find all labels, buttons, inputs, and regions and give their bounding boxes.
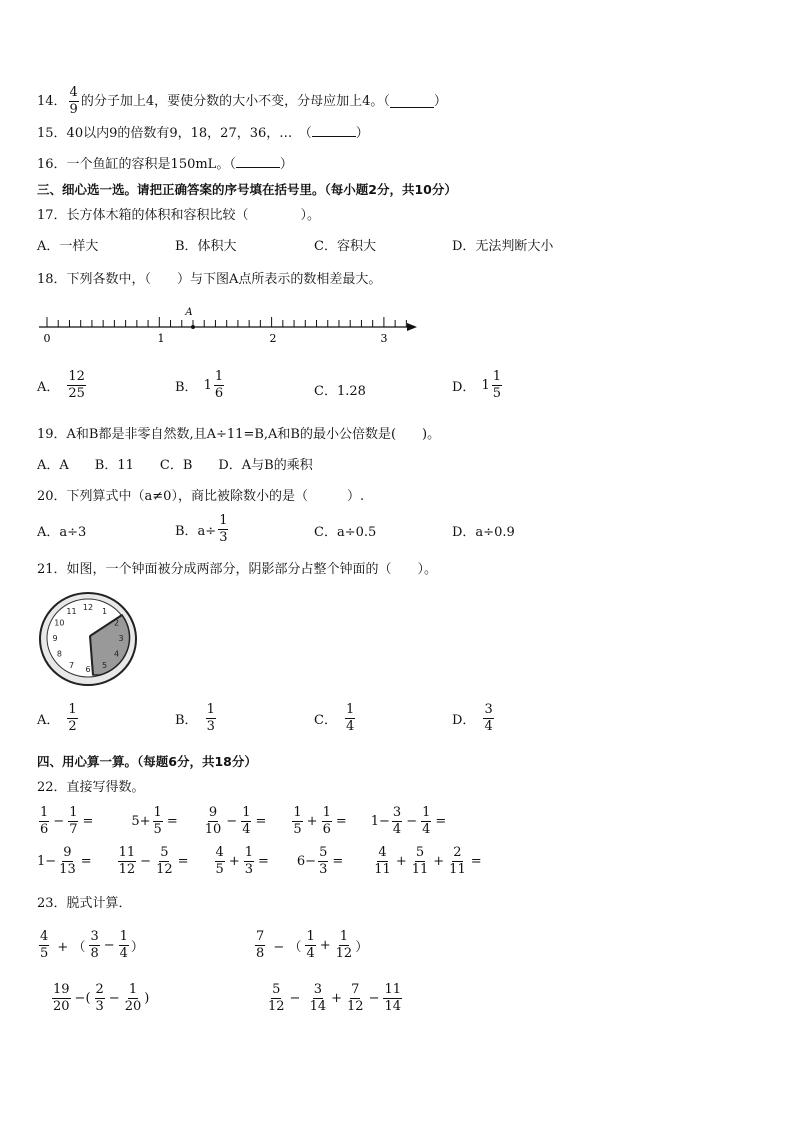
- q23-expr-1: $\frac{4}{5}$ + （ $\frac{3}{8}$ − $\frac{1}{4}$ ）: [40, 929, 144, 961]
- fraction: $\frac{1}{6}$: [40, 805, 49, 837]
- question-18: 18．下列各数中，（ ）与下图A点所表示的数相差最大。: [37, 272, 382, 287]
- clock-number: 5: [101, 660, 108, 670]
- q18-option-b[interactable]: B． 1 $\frac{1}{6}$: [175, 369, 224, 401]
- clock-number: 9: [52, 634, 58, 643]
- q23-expr-2: $\frac{7}{8}$ − （ $\frac{1}{4}$ + $\frac{1}{12}$ ）: [256, 929, 369, 961]
- clock-number: 4: [114, 649, 120, 659]
- q14-number: 14．: [37, 93, 67, 109]
- question-16: 16．一个鱼缸的容积是150mL。（ ）: [37, 157, 293, 172]
- clock-number: 3: [118, 634, 124, 643]
- q20-option-d[interactable]: D．a÷0.9: [452, 525, 515, 540]
- point-a-label: A: [185, 307, 193, 318]
- q17-option-c[interactable]: C．容积大: [314, 239, 376, 254]
- q17-option-b[interactable]: B．体积大: [175, 239, 237, 254]
- q22-row-2: 1− $\frac{9}{13}$ = $\frac{11}{12}$ − $\frac{5}{12}$ = $\frac{4}{5}$ + $\frac{1}{3}$ = 6− $\frac{5}{3}$ = $\frac{4}{11}$ + $\frac{5}{11}$ + $\frac{2}{11}$ =: [37, 845, 482, 877]
- question-14: 14． $\frac{4}{9}$ 的分子加上4，要使分数的大小不变，分母应加上4。（ ）: [37, 85, 447, 117]
- question-21: 21．如图，一个钟面被分成两部分，阴影部分占整个钟面的（ ）。: [37, 562, 438, 577]
- axis-label-0: 0: [43, 332, 51, 343]
- clock-number: 11: [66, 607, 77, 617]
- q20-option-c[interactable]: C．a÷0.5: [314, 525, 377, 540]
- q18-option-a[interactable]: A． $\frac{12}{25}$: [37, 369, 85, 401]
- clock-number: 1: [101, 607, 108, 617]
- q23-expr-3: $\frac{19}{20}$ −( $\frac{2}{3}$ − $\frac{1}{20}$ ): [53, 982, 150, 1014]
- q19-options[interactable]: A．A B．11 C．B D．A与B的乘积: [37, 458, 313, 473]
- question-17: 17．长方体木箱的体积和容积比较（ ）。: [37, 208, 321, 223]
- number-line: [35, 303, 435, 343]
- axis-label-2: 2: [269, 332, 277, 343]
- answer-blank[interactable]: [236, 155, 280, 168]
- q18-option-c[interactable]: C．1.28: [314, 384, 366, 399]
- clock-face-image: [38, 588, 148, 688]
- clock-number: 6: [85, 665, 91, 674]
- section-3-heading: 三、细心选一选。请把正确答案的序号填在括号里。（每小题2分，共10分）: [37, 182, 457, 197]
- question-15: 15．40以内9的倍数有9，18，27，36，… （ ）: [37, 126, 369, 141]
- q20-option-b[interactable]: B．a÷ $\frac{1}{3}$: [175, 513, 228, 545]
- q17-option-d[interactable]: D．无法判断大小: [452, 239, 554, 254]
- q16-text: 16．一个鱼缸的容积是150mL。（: [37, 157, 236, 172]
- q21-option-c[interactable]: C． $\frac{1}{4}$: [314, 702, 355, 734]
- question-23: 23．脱式计算．: [37, 896, 132, 911]
- q18-option-d[interactable]: D． 1 $\frac{1}{5}$: [452, 369, 501, 401]
- q15-text: 15．40以内9的倍数有9，18，27，36，… （: [37, 126, 312, 141]
- section-4-heading: 四、用心算一算。（每题6分，共18分）: [37, 754, 257, 769]
- q22-row-1: $\frac{1}{6}$ − $\frac{1}{7}$ = 5+ $\frac{1}{5}$ = $\frac{9}{10}$ − $\frac{1}{4}$ = $\frac{1}{5}$ + $\frac{1}{6}$ = 1− $\frac{3}{4}$ − $\frac{1}{4}$ =: [40, 805, 447, 837]
- point-a: [191, 326, 194, 329]
- q17-option-a[interactable]: A．一样大: [37, 239, 99, 254]
- q14-fraction: $\frac{4}{9}$: [69, 85, 78, 117]
- clock-number: 2: [114, 618, 120, 628]
- question-22: 22．直接写得数。: [37, 780, 145, 795]
- q21-option-b[interactable]: B． $\frac{1}{3}$: [175, 702, 215, 734]
- question-20: 20．下列算式中（a≠0），商比被除数小的是（ ）.: [37, 489, 365, 504]
- q14-text: 的分子加上4，要使分数的大小不变，分母应加上4。（: [80, 93, 390, 109]
- axis-label-3: 3: [380, 332, 388, 343]
- answer-blank[interactable]: [312, 124, 356, 137]
- q23-expr-4: $\frac{5}{12}$ − $\frac{3}{14}$ + $\frac{7}{12}$ − $\frac{11}{14}$: [268, 982, 402, 1014]
- q20-option-a[interactable]: A．a÷3: [37, 525, 87, 540]
- question-19: 19．A和B都是非零自然数,且A÷11=B,A和B的最小公倍数是( )。: [37, 427, 441, 442]
- answer-blank[interactable]: [390, 95, 434, 108]
- clock-number: 10: [54, 618, 65, 628]
- q21-option-d[interactable]: D． $\frac{3}{4}$: [452, 702, 493, 734]
- axis-label-1: 1: [157, 332, 165, 343]
- q21-option-a[interactable]: A． $\frac{1}{2}$: [37, 702, 77, 734]
- clock-number: 7: [68, 660, 75, 670]
- clock-number: 8: [56, 649, 62, 659]
- clock-number: 12: [82, 603, 94, 612]
